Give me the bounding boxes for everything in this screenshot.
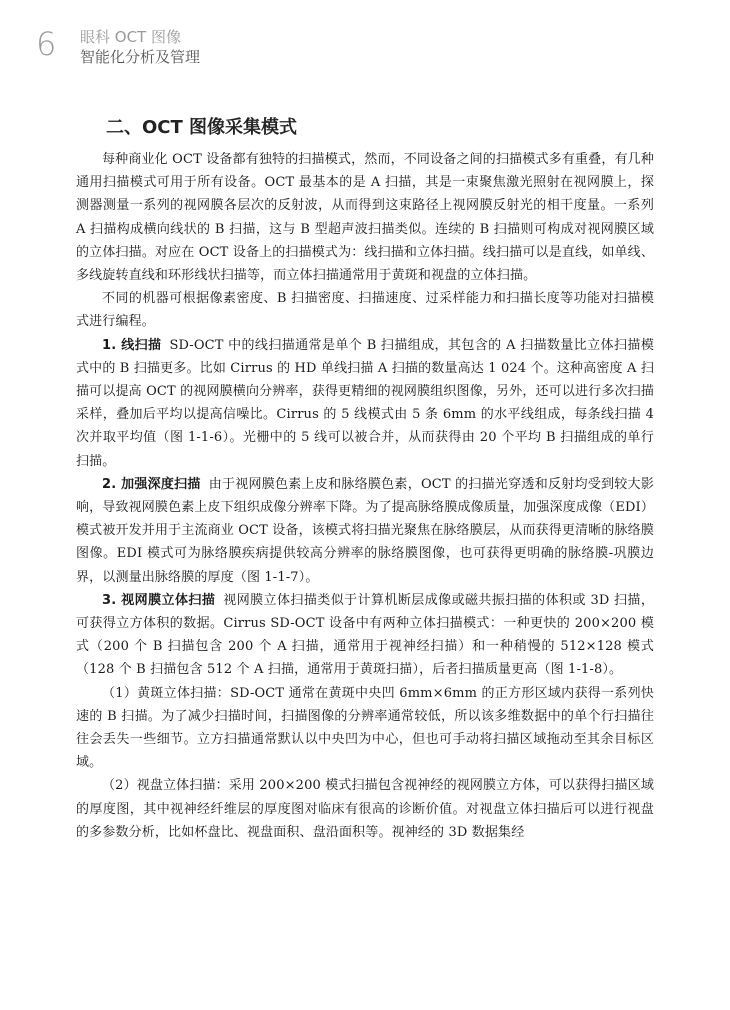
- paragraph-volume-scan: [76, 589, 654, 682]
- paragraph-macular-cube: （1）黄斑立体扫描：SD-OCT 通常在黄斑中央凹 6mm×6mm 的正方形区域内获得一系列快速的 B 扫描。为了减少扫描时间，扫描图像的分辨率通常较低，所以该多维数据中的单个行扫描往往会丢失一些细节。立方扫描通常默认以中央凹为中心，但也可手动将扫描区域拖动至其余目标区域。: [76, 685, 654, 771]
- book-title: 眼科 OCT 图像: [80, 28, 181, 46]
- line-scan-heading: 1. 线扫描: [102, 337, 162, 353]
- paragraph-edi-scan: [76, 473, 654, 589]
- volume-scan-heading: 3. 视网膜立体扫描: [102, 592, 216, 608]
- line-scan-text: SD-OCT 中的线扫描通常是单个 B 扫描组成，其包含的 A 扫描数量比立体扫描模式中的 B 扫描更多。比如 Cirrus 的 HD 单线扫描 A 扫描的数量高达 1 024 个。这种高密度 A 扫描可以提高 OCT 的视网膜横向分辨率，获得更精细的视网膜组织图像，另外，还可以进行多次扫描采样，叠加后平均以提高信噪比。Cirrus 的 5 线模式由 5 条 6mm 的水平线组成，每条线扫描 4 次并取平均值（图 1-1-6）。光栅中的 5 线可以被合并，从而获得由 20 个平均 B 扫描组成的单行扫描。: [76, 337, 654, 469]
- book-subtitle: 智能化分析及管理: [80, 48, 201, 66]
- page-number: 6: [36, 25, 57, 63]
- edi-scan-heading: 2. 加强深度扫描: [102, 476, 201, 492]
- volume-scan-text: 视网膜立体扫描类似于计算机断层成像或磁共振扫描的体积或 3D 扫描，可获得立方体积的数据。Cirrus SD-OCT 设备中有两种立体扫描模式：一种更快的 200×200 模式（200 个 B 扫描包含 200 个 A 扫描，通常用于视神经扫描）和一种稍慢的 512×128 模式（128 个 B 扫描包含 512 个 A 扫描，通常用于黄斑扫描），后者扫描质量更高（图 1-1-8）。: [76, 592, 655, 678]
- page-body: [76, 116, 654, 844]
- edi-scan-text: 由于视网膜色素上皮和脉络膜色素，OCT 的扫描光穿透和反射均受到较大影响，导致视网膜色素上皮下组织成像分辨率下降。为了提高脉络膜成像质量，加强深度成像（EDI）模式被开发并用于主流商业 OCT 设备，该模式将扫描光聚焦在脉络膜层，从而获得更清晰的脉络膜图像。EDI 模式可为脉络膜疾病提供较高分辨率的脉络膜图像，也可获得更明确的脉络膜-巩膜边界，以测量出脉络膜的厚度（图 1-1-7）。: [76, 476, 654, 585]
- paragraph-programming: 不同的机器可根据像素密度、B 扫描密度、扫描速度、过采样能力和扫描长度等功能对扫描模式进行编程。: [76, 291, 654, 330]
- paragraph-optic-disc-cube: （2）视盘立体扫描：采用 200×200 模式扫描包含视神经的视网膜立方体，可以获得扫描区域的厚度图，其中视神经纤维层的厚度图对临床有很高的诊断价值。对视盘立体扫描后可以进行视盘的多参数分析，比如杯盘比、视盘面积、盘沿面积等。视神经的 3D 数据集经: [76, 778, 654, 840]
- paragraph-line-scan: [76, 334, 654, 473]
- paragraph-intro: 每种商业化 OCT 设备都有独特的扫描模式，然而，不同设备之间的扫描模式多有重叠，有几种通用扫描模式可用于所有设备。OCT 最基本的是 A 扫描，其是一束聚焦激光照射在视网膜上，探测器测量一系列的视网膜各层次的反射波，从而得到这束路径上视网膜反射光的相干度量。一系列 A 扫描构成横向线状的 B 扫描，这与 B 型超声波扫描类似。连续的 B 扫描则可构成对视网膜区域的立体扫描。对应在 OCT 设备上的扫描模式为：线扫描和立体扫描。线扫描可以是直线，如单线、多线旋转直线和环形线状扫描等，而立体扫描通常用于黄斑和视盘的立体扫描。: [76, 152, 654, 284]
- section-title: 二、OCT 图像采集模式: [106, 117, 298, 138]
